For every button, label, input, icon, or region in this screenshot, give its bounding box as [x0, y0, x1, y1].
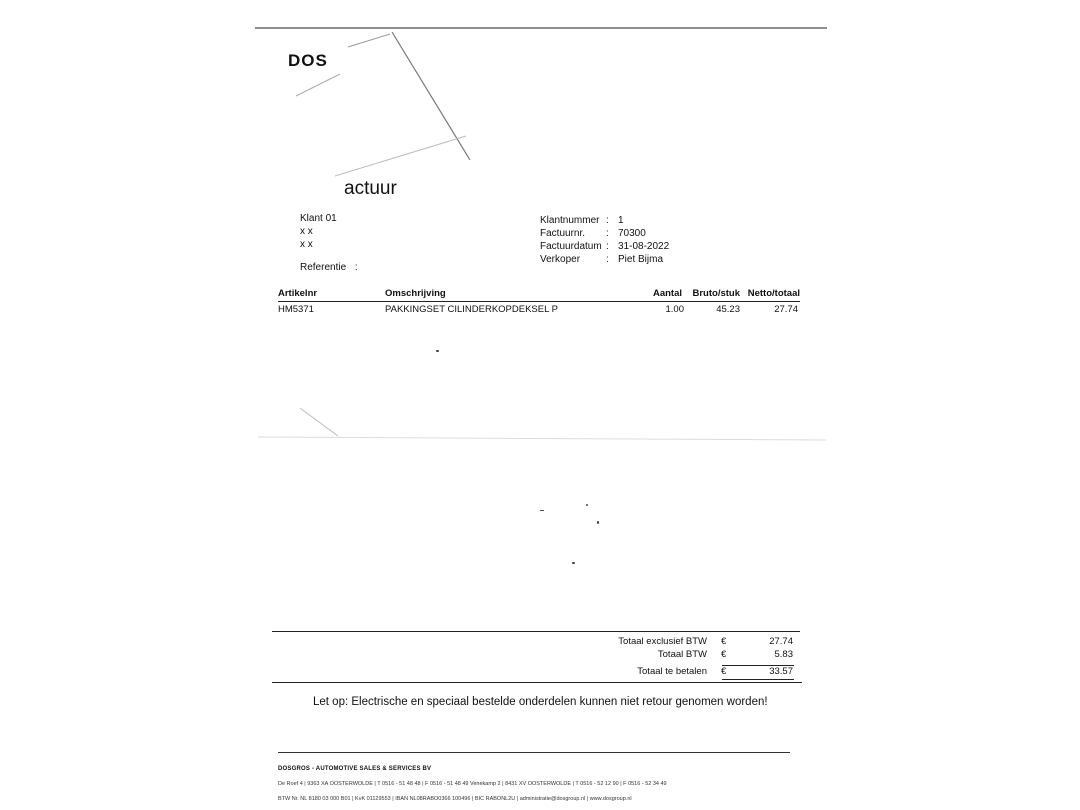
footer-registration: BTW Nr. NL 8180 03 000 B01 | KvK 01129553 | IBAN NL08RABO0366 100496 | BIC RABONL2U | administratie@dosgroup.nl | www.dosgroup.nl: [278, 796, 632, 802]
footer-company: DOSGROS - AUTOMOTIVE SALES & SERVICES BV: [278, 766, 432, 772]
scan-speck: [597, 521, 599, 524]
currency-symbol: €: [721, 649, 727, 660]
meta-label: Klantnummer: [540, 215, 600, 226]
total-due-label: Totaal te betalen: [637, 666, 707, 677]
totals-top-rule: [272, 631, 800, 632]
meta-value: 31-08-2022: [618, 241, 670, 252]
footer-addresses: De Roef 4 | 9363 XA OOSTERWOLDE | T 0516 - 51 48 48 | F 0516 - 51 48 49 Venekamp 2 | 8431 XV OOSTERWOLDE | T 0516 - 52 12 90 | F 0516 - 52 34 49: [278, 781, 667, 787]
header-article: Artikelnr: [278, 288, 318, 299]
return-policy-note: Let op: Electrische en speciaal bestelde onderdelen kunnen niet retour genomen worden!: [313, 696, 768, 708]
scan-top-edge: [255, 27, 827, 29]
client-block: [300, 212, 337, 251]
document-title-text: actuur: [344, 178, 397, 199]
row-gross: 45.23: [716, 304, 740, 315]
reference: [300, 262, 358, 273]
total-vat-label: Totaal BTW: [657, 649, 707, 660]
client-address-line-1: x x: [300, 226, 313, 237]
footer-rule: [278, 752, 790, 753]
scan-speck: [436, 350, 439, 352]
meta-value: 1: [618, 215, 624, 226]
row-quantity: 1.00: [665, 304, 684, 315]
invoice-meta: [540, 214, 669, 266]
meta-value: Piet Bijma: [618, 254, 664, 265]
header-description: Omschrijving: [385, 288, 446, 299]
meta-separator: :: [606, 215, 609, 226]
row-net: 27.74: [774, 304, 798, 315]
meta-row: [540, 253, 669, 266]
row-article: HM5371: [278, 304, 314, 315]
meta-row: [540, 240, 669, 253]
meta-label: Factuurnr.: [540, 228, 586, 239]
total-due-value: 33.57: [769, 666, 793, 677]
row-description: PAKKINGSET CILINDERKOPDEKSEL P: [385, 304, 558, 315]
meta-separator: :: [606, 241, 609, 252]
scan-speck: [586, 504, 588, 506]
invoice-page: [255, 0, 830, 810]
meta-label: Factuurdatum: [540, 241, 602, 252]
header-quantity: Aantal: [652, 288, 682, 299]
meta-value: 70300: [618, 228, 646, 239]
meta-row: [540, 214, 669, 227]
currency-symbol: €: [721, 636, 727, 647]
header-rule: [278, 301, 800, 302]
scan-speck: [540, 510, 544, 511]
client-name: Klant 01: [300, 213, 337, 224]
meta-separator: :: [606, 254, 609, 265]
header-gross: Bruto/stuk: [692, 288, 740, 299]
company-logo: DOS: [288, 51, 328, 70]
meta-row: [540, 227, 669, 240]
reference-separator: :: [354, 262, 358, 273]
total-excl-label: Totaal exclusief BTW: [618, 636, 707, 647]
reference-label: Referentie: [300, 262, 347, 273]
total-vat-value: 5.83: [774, 649, 793, 660]
total-excl-value: 27.74: [769, 636, 793, 647]
meta-separator: :: [606, 228, 609, 239]
title-smudge: [300, 176, 344, 194]
meta-label: Verkoper: [540, 254, 581, 265]
totals-bottom-rule: [272, 682, 802, 683]
document-title: [300, 176, 397, 200]
header-net: Netto/totaal: [747, 288, 800, 299]
currency-symbol: €: [721, 666, 727, 677]
client-address-line-2: x x: [300, 239, 313, 250]
scan-speck: [572, 562, 575, 564]
